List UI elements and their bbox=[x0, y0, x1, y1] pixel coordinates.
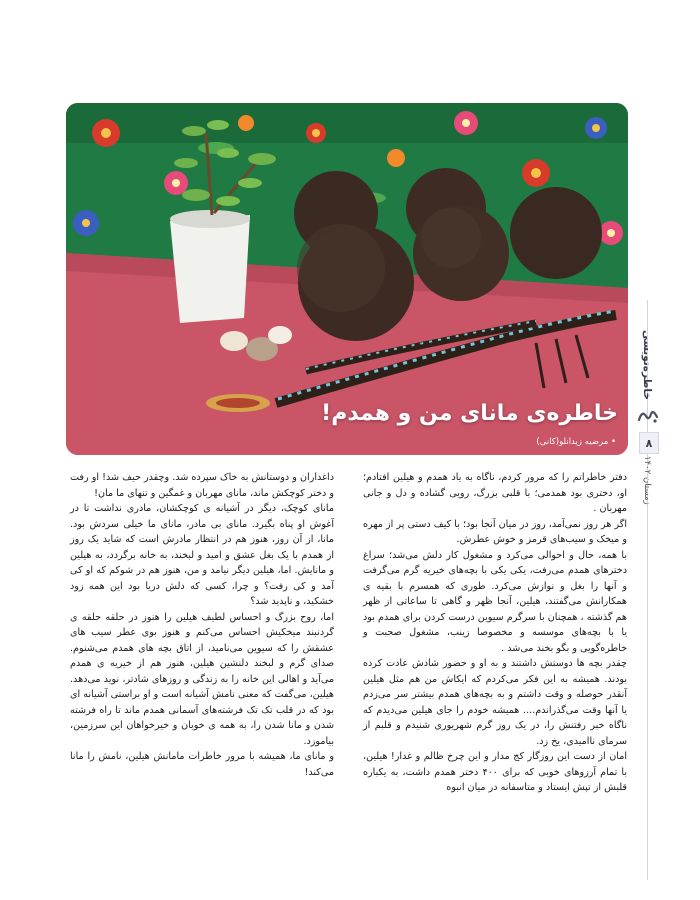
section-label bbox=[636, 330, 658, 400]
body-column-left bbox=[70, 470, 334, 780]
paragraph: مانای کوچک، دیگر در آشیانه ی کوچکشان، مادری نداشت تا در آغوش او پناه بگیرد. مانای بی مادر، مانای ما خیلی سردش بود. مانا، از آن روز، هنوز هم در انتظار مادرش است که شاید یک روز از همدم با یک بغل عشق و امید و لبخند، به خانه برگردد، به هیلین و مانایش. اما، هیلین دیگر نیامد و من، هنوز هم در شوکم که او کی آمد و کی رفت؟ و چرا، کسی که دلش دریا بود این همه زود خشکید، و ناپدید شد؟ bbox=[70, 503, 334, 607]
paragraph: امان از دست این روزگار کج مدار و این چرخ ظالم و غدار! هیلین، با تمام آرزوهای خوبی که برای ۴۰۰ دختر همدم داشت، به یکباره قلبش از تپش ایستاد و متاسفانه در میان انبوه bbox=[363, 751, 627, 793]
article-author: • مرضیه زیدانلو(کانی) bbox=[536, 437, 616, 447]
page-number: ۸ bbox=[639, 432, 659, 454]
paragraph: اما، روح بزرگ و احساس لطیف هیلین را هنوز در حلقه حلقه ی گردنبند میخکیش احساس می‌کنم و هنوز بوی عطر سیب های عشقش را که سیوین می‌نامید، از اتاق بچه های همدم می‌شنوم. صدای گرم و لبخند دلنشین هیلین، هنوز هم از خیریه ی همدم می‌آید و اهالی این خانه را به زندگی و روزهای شادتر، نوید می‌دهد. هیلین، می‌گفت که معنی نامش آشیانه است و او براستی آشیانه ای بود که در قلب تک تک فرشته‌های آسمانی همدم ماند تا راه فرشته شدن و مانا شدن را، به همه ی خوبان و خیرخواهان این سرزمین، بیاموزد. bbox=[70, 611, 334, 747]
issue-label-text: زمستان ۱۴۰۲ bbox=[642, 456, 652, 505]
issue-label bbox=[636, 456, 658, 516]
article-title: خاطره‌ی مانای من و همدم! bbox=[321, 401, 618, 426]
hamdam-logo-icon bbox=[636, 405, 660, 427]
section-label-text: خاطره‌نویسی bbox=[641, 330, 653, 400]
paragraph: با همه، حال و احوالی می‌کرد و مشغول کار دلش می‌شد؛ سراغ دخترهای همدم می‌رفت، یکی یکی با بچه‌های خیریه گرم می‌گرفت و آنها را بغل و نوازش می‌کرد. طوری که همسرم با بقیه ی همکارانش می‌گفتند، هیلین، آنجا ظهر و گاهی تا ساعاتی از ظهر هم گذشته ، همچنان با سرگرم سیوین درست کردن برای همدم بود یا با بچه‌های موسسه و مخصوصا زینب، مشغول صحبت و خاطره‌گویی و بگو بخند می‌شد . bbox=[363, 549, 627, 654]
paragraph: چقدر بچه ها دوستش داشتند و به او و حضور شادش عادت کرده بودند. همیشه به این فکر می‌کردم که ایکاش من هم مثل هیلین آنقدر حوصله و وقت داشتم و به بچه‌های همدم بیشتر سر می‌زدم یا آنها وقت می‌گذراندم.... همیشه خودم را جای هیلین می‌دیدم که ناگاه خبر رفتنش را، در یک روز گرم شهریوری شنیدم و قلبم از سرمای ناامیدی، یخ زد. bbox=[363, 658, 627, 747]
paragraph: و مانای ما، همیشه با مرور خاطرات مامانش هیلین، نامش را مانا می‌کند! bbox=[70, 751, 334, 778]
paragraph: داغداران و دوستانش به خاک سپرده شد. وچقدر حیف شد! او رفت و دختر کوچکش ماند، مانای مهربان و غمگین و تنهای ما مان! bbox=[70, 472, 334, 499]
paragraph: دفتر خاطراتم را که مرور کردم، ناگاه به یاد همدم و هیلین افتادم؛ او، دختری بود همدمی؛ با قلبی بزرگ، رویی گشاده و دل و جانی مهربان . bbox=[363, 472, 627, 514]
body-column-right bbox=[363, 470, 627, 796]
hero-photo bbox=[66, 103, 628, 455]
paragraph: اگر هر روز نمی‌آمد، روز در میان آنجا بود؛ با کیف دستی پر از مهره و میخک و سیب‌های قرمز و خوش عطرش. bbox=[363, 518, 627, 545]
